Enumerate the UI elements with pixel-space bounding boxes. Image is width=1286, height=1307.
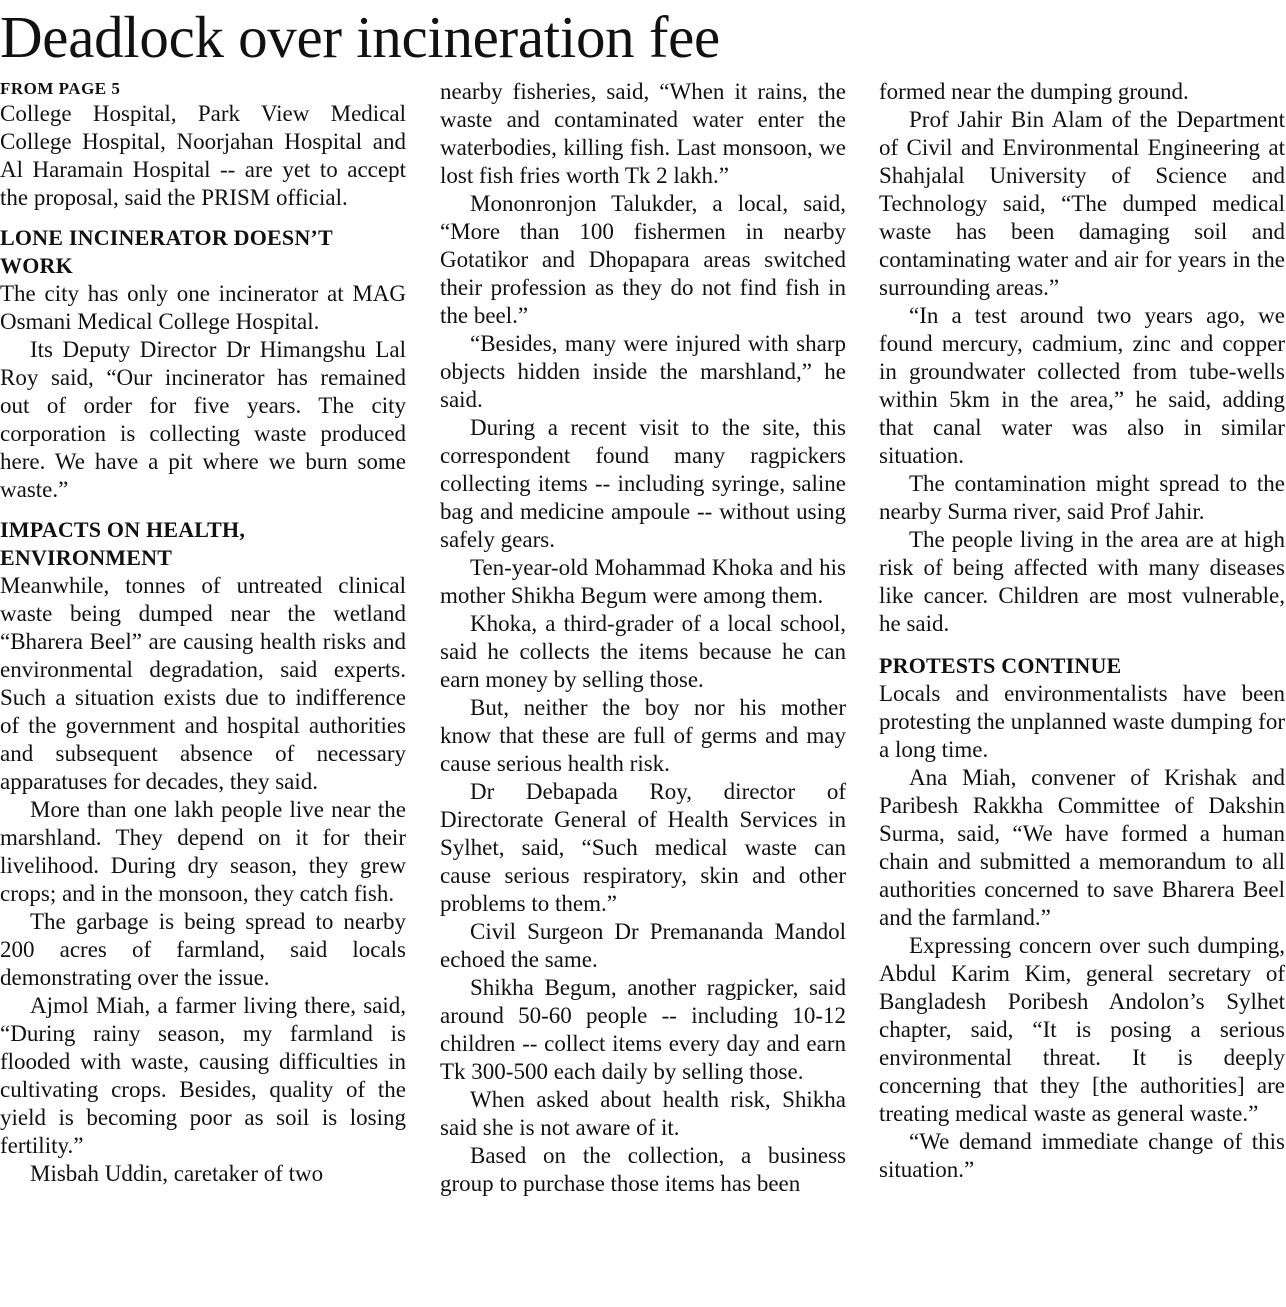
paragraph: When asked about health risk, Shikha said she is not aware of it. [440, 1087, 846, 1140]
article-column-3 [879, 78, 1285, 1184]
paragraph: During a recent visit to the site, this correspondent found many ragpickers collecting items -- including syringe, saline bag and medicine ampoule -- without using safely gears. [440, 415, 846, 552]
paragraph: Shikha Begum, another ragpicker, said around 50-60 people -- including 10-12 children -- collect items every day and earn Tk 300-500 each daily by selling those. [440, 975, 846, 1084]
paragraph: nearby fisheries, said, “When it rains, the waste and contaminated water enter the waterbodies, killing fish. Last monsoon, we lost fish fries worth Tk 2 lakh.” [440, 79, 846, 188]
paragraph: “In a test around two years ago, we found mercury, cadmium, zinc and copper in groundwater collected from tube-wells within 5km in the area,” he said, adding that canal water was also in similar situation. [879, 303, 1285, 468]
paragraph: Locals and environmentalists have been protesting the unplanned waste dumping for a long time. [879, 681, 1285, 762]
paragraph: Prof Jahir Bin Alam of the Department of Civil and Environmental Engineering at Shahjalal University of Science and Technology said, “The dumped medical waste has been damaging soil and contaminating water and air for years in the surrounding areas.” [879, 107, 1285, 300]
paragraph: Mononronjon Talukder, a local, said, “More than 100 fishermen in nearby Gotatikor and Dhopapara areas switched their profession as they do not find fish in the beel.” [440, 191, 846, 328]
paragraph: Khoka, a third-grader of a local school, said he collects the items because he can earn money by selling those. [440, 611, 846, 692]
paragraph: Meanwhile, tonnes of untreated clinical waste being dumped near the wetland “Bharera Beel” are causing health risks and environmental degradation, said experts. Such a situation exists due to indifference of the government and hospital authorities and subsequent absence of necessary apparatuses for decades, they said. [0, 573, 406, 794]
paragraph: “We demand immediate change of this situation.” [879, 1129, 1285, 1182]
paragraph: Ajmol Miah, a farmer living there, said, “During rainy season, my farmland is flooded with waste, causing difficulties in cultivating crops. Besides, quality of the yield is becoming poor as soil is losing fertility.” [0, 993, 406, 1158]
paragraph: Its Deputy Director Dr Himangshu Lal Roy said, “Our incinerator has remained out of order for five years. The city corporation is collecting waste produced here. We have a pit where we burn some waste.” [0, 337, 406, 502]
paragraph: The people living in the area are at high risk of being affected with many diseases like cancer. Children are most vulnerable, he said. [879, 527, 1285, 636]
paragraph: The contamination might spread to the nearby Surma river, said Prof Jahir. [879, 471, 1285, 524]
continued-from-label: FROM PAGE 5 [0, 79, 121, 98]
paragraph: But, neither the boy nor his mother know that these are full of germs and may cause serious health risk. [440, 695, 846, 776]
article-column-2 [440, 78, 846, 1198]
section-heading: LONE INCINERATOR DOESN’T WORK [0, 225, 333, 278]
paragraph: “Besides, many were injured with sharp objects hidden inside the marshland,” he said. [440, 331, 846, 412]
article-column-1 [0, 78, 406, 1188]
section-heading: IMPACTS ON HEALTH, ENVIRONMENT [0, 517, 246, 570]
section-heading: PROTESTS CONTINUE [879, 653, 1122, 678]
paragraph: Expressing concern over such dumping, Abdul Karim Kim, general secretary of Bangladesh Poribesh Andolon’s Sylhet chapter, said, “It is posing a serious environmental threat. It is deeply concerning that they [the authorities] are treating medical waste as general waste.” [879, 933, 1285, 1126]
paragraph: Civil Surgeon Dr Premananda Mandol echoed the same. [440, 919, 846, 972]
paragraph: Ana Miah, convener of Krishak and Paribesh Rakkha Committee of Dakshin Surma, said, “We have formed a human chain and submitted a memorandum to all authorities concerned to save Bharera Beel and the farmland.” [879, 765, 1285, 930]
paragraph: Ten-year-old Mohammad Khoka and his mother Shikha Begum were among them. [440, 555, 846, 608]
headline: Deadlock over incineration fee [0, 4, 720, 70]
paragraph: College Hospital, Park View Medical College Hospital, Noorjahan Hospital and Al Haramain Hospital -- are yet to accept the proposal, said the PRISM official. [0, 101, 406, 210]
paragraph: Misbah Uddin, caretaker of two [30, 1161, 324, 1186]
paragraph: More than one lakh people live near the marshland. They depend on it for their livelihood. During dry season, they grew crops; and in the monsoon, they catch fish. [0, 797, 406, 906]
paragraph: Based on the collection, a business group to purchase those items has been [440, 1143, 846, 1196]
paragraph: The city has only one incinerator at MAG Osmani Medical College Hospital. [0, 281, 406, 334]
paragraph: The garbage is being spread to nearby 200 acres of farmland, said locals demonstrating over the issue. [0, 909, 406, 990]
paragraph: formed near the dumping ground. [879, 79, 1189, 104]
paragraph: Dr Debapada Roy, director of Directorate General of Health Services in Sylhet, said, “Such medical waste can cause serious respiratory, skin and other problems to them.” [440, 779, 846, 916]
